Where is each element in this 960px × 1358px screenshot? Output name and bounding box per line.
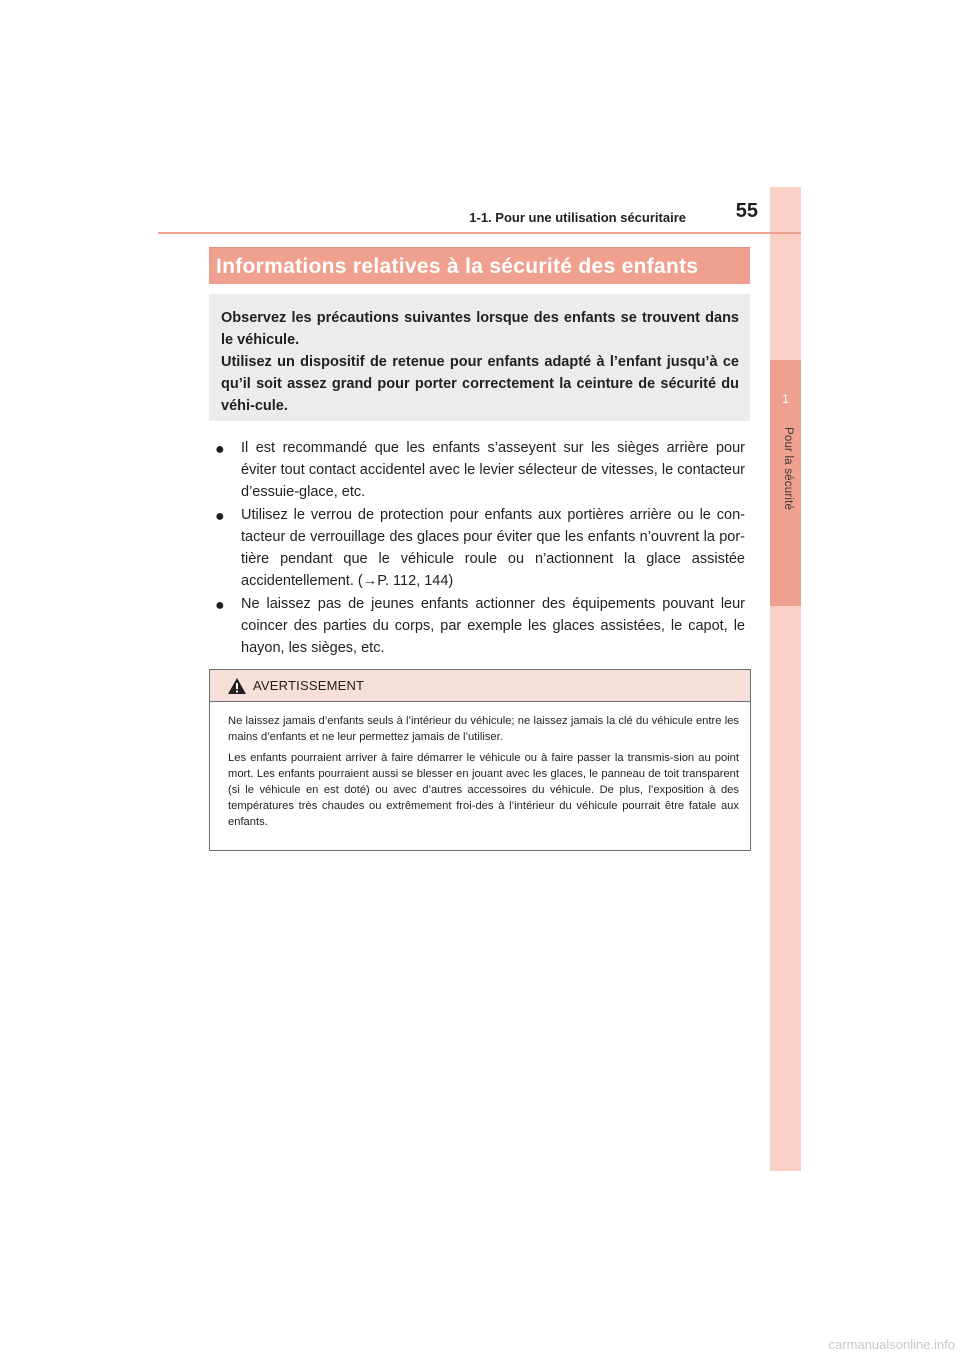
page-number: 55 [735,200,758,222]
watermark: carmanualsonline.info [828,1337,955,1352]
bullet-icon: ● [215,441,225,458]
warning-header [210,670,750,702]
section-title: Informations relatives à la sécurité des enfants [216,255,699,278]
chapter-side-tab [770,187,801,1171]
warning-label: AVERTISSEMENT [253,678,365,693]
chapter-number: 1 [782,392,789,406]
chapter-title: Pour la sécurité [782,427,794,511]
bullet-text: Utilisez le verrou de protection pour enfants aux portières arrière ou le con-tacteur de verrouillage des glaces pour éviter que les enfants n’ouvrent la por-tière pendant que le véhicule roule ou n’actionnent la glace assistée accidentellement. (→P. 112, 144) [241,507,745,589]
warning-paragraph: Les enfants pourraient arriver à faire démarrer le véhicule ou à faire passer la transmis-sion au point mort. Les enfants pourraient aussi se blesser en jouant avec les glaces, le panneau de toit transparent (si le véhicule en est doté) ou avec d’autres accessoires du véhicule. De plus, l’exposition à des températures très chaudes ou extrêmement froi-des à l’intérieur du véhicule pourrait être fatale aux enfants. [228,752,739,828]
warning-triangle-icon [227,677,247,700]
header-divider [158,232,801,234]
warning-paragraph: Ne laissez jamais d’enfants seuls à l’intérieur du véhicule; ne laissez jamais la clé du véhicule entre les mains d’enfants et ne leur permettez jamais de l’utiliser. [228,715,739,743]
warning-box [209,669,751,851]
intro-line-2: Utilisez un dispositif de retenue pour enfants adapté à l’enfant jusqu’à ce qu’il soit assez grand pour porter correctement la ceinture de sécurité du véhi-cule. [221,354,739,414]
bullet-text: Il est recommandé que les enfants s’asseyent sur les sièges arrière pour éviter tout contact accidentel avec le levier sélecteur de vitesses, le contacteur d’essuie-glace, etc. [241,440,745,500]
intro-box [209,294,750,421]
warning-body [210,702,750,830]
section-title-bar [209,247,750,284]
bullet-icon: ● [215,508,225,525]
bullet-icon: ● [215,597,225,614]
intro-paragraph [209,294,750,417]
bullet-list [215,437,745,660]
bullet-text: Ne laissez pas de jeunes enfants actionner des équipements pouvant leur coincer des parties du corps, par exemple les glaces assistées, le capot, le hayon, les sièges, etc. [241,596,745,656]
list-item [215,437,745,503]
section-label: 1-1. Pour une utilisation sécuritaire [469,210,686,225]
list-item [215,593,745,659]
intro-line-1: Observez les précautions suivantes lorsque des enfants se trouvent dans le véhicule. [221,310,739,348]
list-item [215,504,745,592]
